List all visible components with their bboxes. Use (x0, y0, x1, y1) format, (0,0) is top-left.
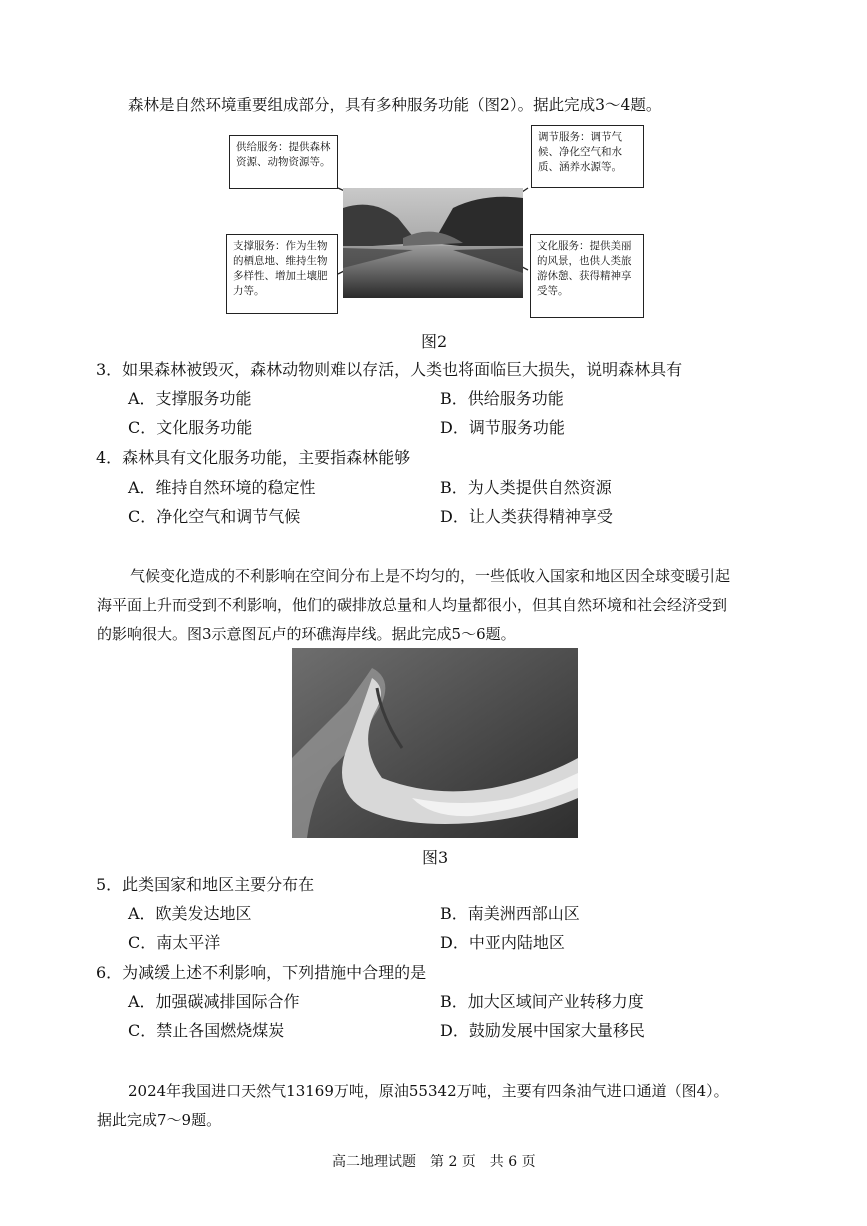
forest-lake-photo (343, 188, 523, 298)
question-3-option-b: B．供给服务功能 (440, 389, 564, 408)
question-4-option-d: D．让人类获得精神享受 (440, 507, 613, 526)
figure-2-caption: 图2 (421, 332, 448, 351)
intro-climate-line-3: 的影响很大。图3示意图瓦卢的环礁海岸线。据此完成5～6题。 (97, 625, 516, 643)
question-5-option-a: A．欧美发达地区 (128, 904, 252, 923)
intro-energy-line-1: 2024年我国进口天然气13169万吨，原油55342万吨，主要有四条油气进口通道（图4）。 (128, 1082, 729, 1100)
atoll-coastline-photo (292, 648, 578, 838)
question-4-option-b: B．为人类提供自然资源 (440, 478, 612, 497)
question-5-option-d: D．中亚内陆地区 (440, 933, 565, 952)
question-6-option-b: B．加大区域间产业转移力度 (440, 992, 644, 1011)
question-4-option-c: C．净化空气和调节气候 (128, 507, 301, 526)
intro-climate-line-2: 海平面上升而受到不利影响，他们的碳排放总量和人均量都很小，但其自然环境和社会经济受到 (97, 596, 728, 614)
question-6-option-c: C．禁止各国燃烧煤炭 (128, 1021, 285, 1040)
box-culture-service: 文化服务：提供美丽的风景，也供人类旅游休憩、获得精神享受等。 (530, 234, 644, 318)
question-6-option-a: A．加强碳减排国际合作 (128, 992, 300, 1011)
figure-3-caption: 图3 (422, 848, 449, 867)
question-4-stem: 4．森林具有文化服务功能，主要指森林能够 (96, 448, 411, 467)
page-footer: 高二地理试题 第 2 页 共 6 页 (332, 1154, 536, 1170)
question-5-option-c: C．南太平洋 (128, 933, 221, 952)
intro-climate-line-1: 气候变化造成的不利影响在空间分布上是不均匀的，一些低收入国家和地区因全球变暖引起 (130, 567, 731, 585)
intro-energy-line-2: 据此完成7～9题。 (97, 1111, 222, 1129)
question-6-option-d: D．鼓励发展中国家大量移民 (440, 1021, 645, 1040)
question-3-option-c: C．文化服务功能 (128, 418, 253, 437)
question-5-stem: 5．此类国家和地区主要分布在 (96, 875, 315, 894)
question-3-option-d: D．调节服务功能 (440, 418, 565, 437)
question-4-option-a: A．维持自然环境的稳定性 (128, 478, 316, 497)
box-supply-service: 供给服务：提供森林资源、动物资源等。 (229, 135, 338, 189)
question-3-option-a: A．支撑服务功能 (128, 389, 252, 408)
question-3-stem: 3．如果森林被毁灭，森林动物则难以存活，人类也将面临巨大损失，说明森林具有 (96, 360, 683, 379)
box-support-service: 支撑服务：作为生物的栖息地、维持生物多样性、增加土壤肥力等。 (226, 234, 338, 314)
intro-paragraph-forest: 森林是自然环境重要组成部分，具有多种服务功能（图2）。据此完成3～4题。 (128, 96, 662, 114)
question-6-stem: 6．为减缓上述不利影响，下列措施中合理的是 (96, 963, 427, 982)
question-5-option-b: B．南美洲西部山区 (440, 904, 580, 923)
box-regulate-service: 调节服务：调节气候、净化空气和水质、涵养水源等。 (531, 125, 644, 188)
